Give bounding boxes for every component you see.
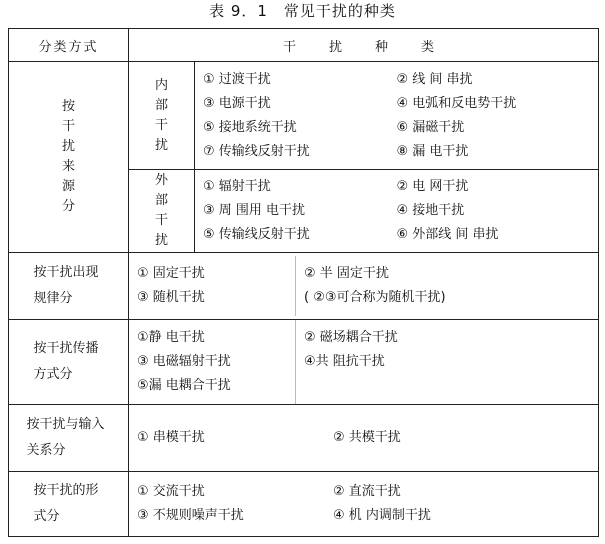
propagation-items — [129, 320, 599, 405]
category-by-pattern — [9, 253, 129, 320]
list-item: ① 交流干扰 — [137, 484, 205, 499]
list-item: ② 直流干扰 — [333, 484, 401, 499]
list-item: ⑤ 传输线反射干扰 — [203, 227, 310, 242]
subcategory-label: 内部干扰 — [155, 77, 169, 153]
pattern-items — [129, 253, 599, 320]
category-label: 按干扰来源分 — [62, 99, 76, 214]
category-by-input — [9, 405, 129, 472]
list-item: ① 固定干扰 — [137, 266, 205, 281]
interference-types-table — [8, 28, 599, 537]
list-item: ② 磁场耦合干扰 — [304, 330, 398, 345]
list-item: ③ 电源干扰 — [203, 95, 271, 111]
list-item: ③ 随机干扰 — [137, 290, 205, 305]
list-item: ② 线 间 串扰 — [396, 71, 473, 87]
category-by-source — [9, 62, 129, 253]
header-types: 干 扰 种 类 — [129, 29, 599, 62]
list-item: ⑤ 接地系统干扰 — [203, 119, 297, 135]
external-items — [195, 170, 599, 253]
list-item: ① 过渡干扰 — [203, 71, 271, 87]
table-caption: 表 9．1 常见干扰的种类 — [209, 2, 396, 20]
row-by-pattern — [9, 253, 599, 320]
category-label: 按干扰传播方式分 — [33, 341, 99, 382]
list-item: ①静 电干扰 — [137, 330, 205, 345]
list-item: ② 电 网干扰 — [396, 179, 469, 194]
note-text: ( ②③可合称为随机干扰) — [304, 290, 446, 305]
category-by-form — [9, 472, 129, 537]
list-item: ⑥ 外部线 间 串扰 — [396, 227, 499, 242]
internal-items — [195, 62, 599, 170]
category-by-propagation — [9, 320, 129, 405]
list-item: ① 串模干扰 — [137, 430, 205, 445]
form-items — [129, 472, 599, 537]
row-by-propagation — [9, 320, 599, 405]
row-by-form — [9, 472, 599, 537]
list-item: ④ 机 内调制干扰 — [333, 508, 431, 523]
list-item: ② 半 固定干扰 — [304, 266, 389, 281]
row-source-internal — [9, 62, 599, 170]
list-item: ④ 接地干扰 — [396, 203, 465, 218]
subcategory-external — [129, 170, 195, 253]
header-row — [9, 29, 599, 62]
subcategory-label: 外部干扰 — [155, 173, 169, 248]
category-label: 按干扰与输入关系分 — [26, 417, 105, 458]
list-item: ④共 阻抗干扰 — [304, 354, 385, 369]
category-label: 按干扰出现规律分 — [33, 265, 99, 306]
row-by-input — [9, 405, 599, 472]
list-item: ④ 电弧和反电势干扰 — [396, 95, 517, 111]
list-item: ③ 周 围用 电干扰 — [203, 203, 306, 218]
list-item: ① 辐射干扰 — [203, 179, 271, 194]
list-item: ⑦ 传输线反射干扰 — [203, 143, 310, 159]
header-category: 分类方式 — [9, 29, 129, 62]
list-item: ③ 电磁辐射干扰 — [137, 354, 231, 369]
list-item: ③ 不规则噪声干扰 — [137, 508, 244, 523]
input-items — [129, 405, 599, 472]
category-label: 按干扰的形式分 — [33, 483, 99, 524]
list-item: ⑥ 漏磁干扰 — [396, 119, 465, 135]
list-item: ⑧ 漏 电干扰 — [396, 143, 469, 159]
subcategory-internal — [129, 62, 195, 170]
list-item: ② 共模干扰 — [333, 430, 401, 445]
list-item: ⑤漏 电耦合干扰 — [137, 378, 231, 393]
